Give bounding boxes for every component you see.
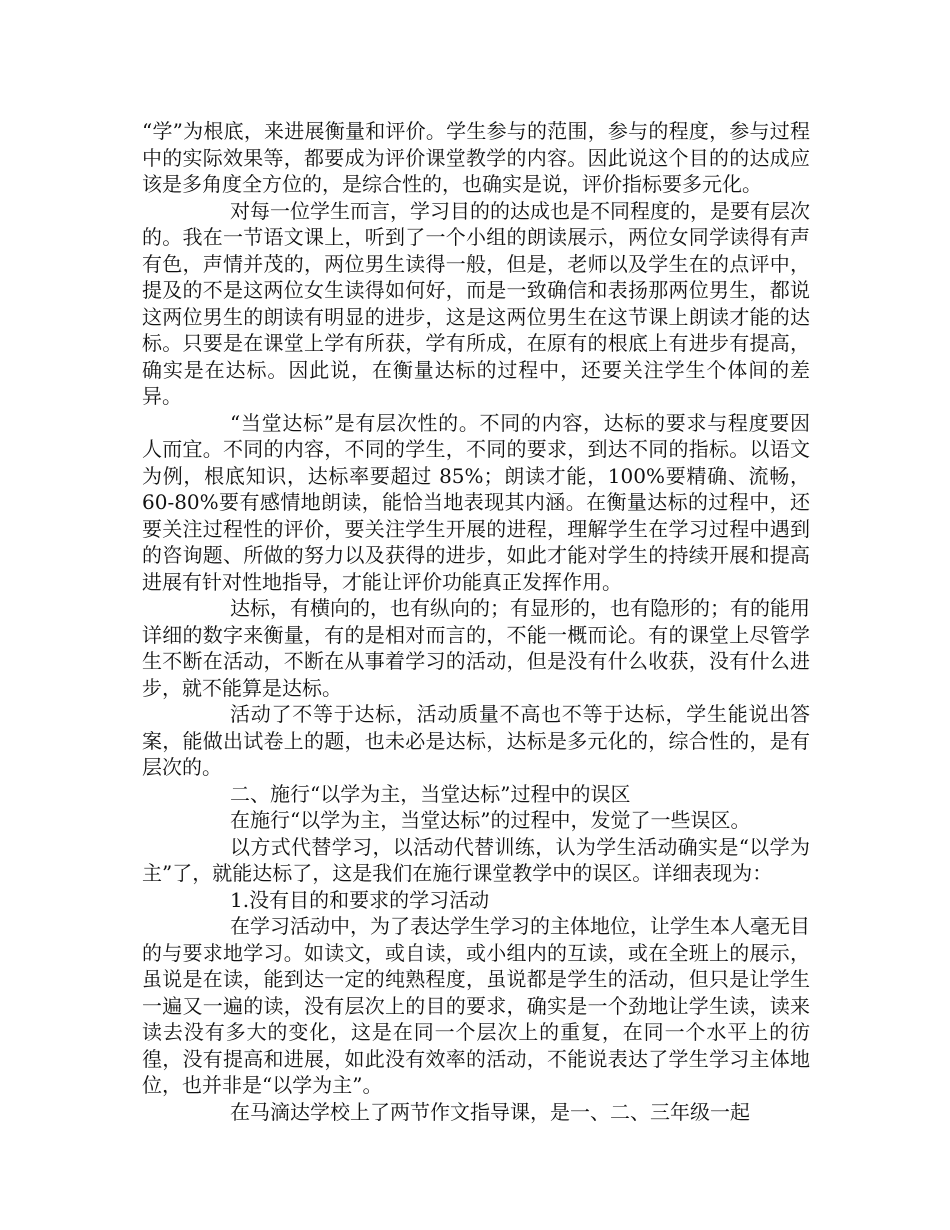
document-page: [142, 118, 810, 1125]
paragraph-9: 在马滴达学校上了两节作文指导课，是一、二、三年级一起: [230, 1099, 750, 1124]
paragraph-1: “学”为根底，来进展衡量和评价。学生参与的范围，参与的程度，参与过程中的实际效果等，都要成为评价课堂教学的内容。因此说这个目的的达成应该是多角度全方位的，是综合性的，也确实是说，评价指标要多元化。: [142, 119, 810, 196]
subheading-1: 1.没有目的和要求的学习活动: [230, 887, 490, 912]
paragraph-3: “当堂达标”是有层次性的。不同的内容，达标的要求与程度要因人而宜。不同的内容，不同的学生，不同的要求，到达不同的指标。以语文为例，根底知识，达标率要超过 85%；朗读才能，100%要精确、流畅，60-80%要有感情地朗读，能恰当地表现其内涵。在衡量达标的过程中，还要关注过程性的评价，要关注学生开展的进程，理解学生在学习过程中遇到的咨询题、所做的努力以及获得的进步，如此才能对学生的持续开展和提高进展有针对性地指导，才能让评价功能真正发挥作用。: [142, 410, 810, 594]
paragraph-2: 对每一位学生而言，学习目的的达成也是不同程度的，是要有层次的。我在一节语文课上，听到了一个小组的朗读展示，两位女同学读得有声有色，声情并茂的，两位男生读得一般，但是，老师以及学生在的点评中，提及的不是这两位女生读得如何好，而是一致确信和表扬那两位男生，都说这两位男生的朗读有明显的进步，这是这两位男生在这节课上朗读才能的达标。只要是在课堂上学有所获，学有所成，在原有的根底上有进步有提高，确实是在达标。因此说，在衡量达标的过程中，还要关注学生个体间的差异。: [142, 198, 810, 408]
paragraph-8: 在学习活动中，为了表达学生学习的主体地位，让学生本人毫无目的与要求地学习。如读文，或自读，或小组内的互读，或在全班上的展示，虽说是在读，能到达一定的纯熟程度，虽说都是学生的活动，但只是让学生一遍又一遍的读，没有层次上的目的要求，确实是一个劲地让学生读，读来读去没有多大的变化，这是在同一个层次上的重复，在同一个水平上的彷徨，没有提高和进展，如此没有效率的活动，不能说表达了学生学习主体地位，也并非是“以学为主”。: [142, 914, 810, 1097]
paragraph-4: 达标，有横向的，也有纵向的；有显形的，也有隐形的；有的能用详细的数字来衡量，有的是相对而言的，不能一概而论。有的课堂上尽管学生不断在活动，不断在从事着学习的活动，但是没有什么收获，没有什么进步，就不能算是达标。: [142, 596, 810, 700]
paragraph-7: 以方式代替学习，以活动代替训练，认为学生活动确实是“以学为主”了，就能达标了，这是我们在施行课堂教学中的误区。详细表现为：: [142, 834, 810, 885]
paragraph-6: 在施行“以学为主，当堂达标”的过程中，发觉了一些误区。: [230, 808, 751, 832]
section-heading: 二、施行“以学为主，当堂达标”过程中的误区: [230, 781, 631, 806]
paragraph-5: 活动了不等于达标，活动质量不高也不等于达标，学生能说出答案，能做出试卷上的题，也未必是达标，达标是多元化的，综合性的，是有层次的。: [142, 702, 810, 779]
